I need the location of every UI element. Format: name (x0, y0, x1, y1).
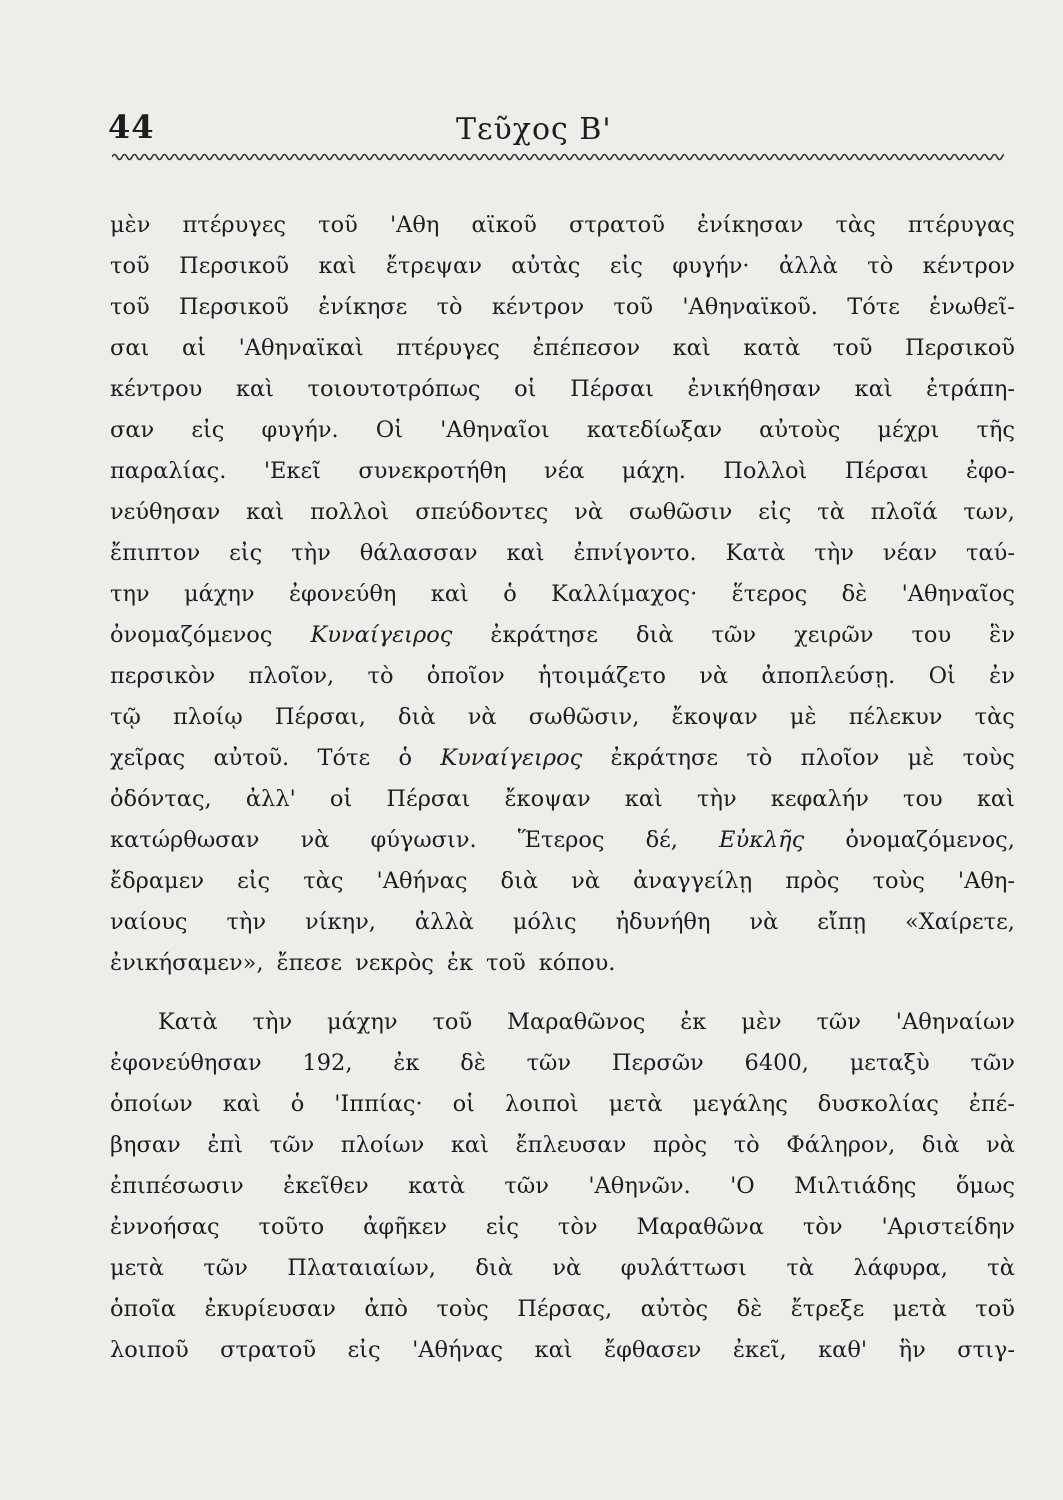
text-line: μετὰ τῶν Πλαταιαίων, διὰ νὰ φυλάττωσι τὰ λάφυρα, τὰ (110, 1255, 1015, 1281)
text-line: ἐνικήσαμεν», ἔπεσε νεκρὸς ἐκ τοῦ κόπου. (110, 950, 616, 976)
text-line: κέντρου καὶ τοιουτοτρόπως οἱ Πέρσαι ἐνικήθησαν καὶ ἐτράπη- (110, 376, 1015, 402)
text-line: την μάχην ἐφονεύθη καὶ ὁ Καλλίμαχος· ἕτερος δὲ 'Αθηναῖος (110, 581, 1015, 607)
running-title: Τεῦχος Β' (456, 112, 612, 147)
text-line: ὁποίων καὶ ὁ 'Ιππίας· οἱ λοιποὶ μετὰ μεγάλης δυσκολίας ἐπέ- (110, 1091, 1015, 1117)
text-line: σαν εἰς φυγήν. Οἱ 'Αθηναῖοι κατεδίωξαν αὐτοὺς μέχρι τῆς (110, 417, 1015, 443)
body-text (110, 205, 1015, 1371)
text-line: παραλίας. 'Εκεῖ συνεκροτήθη νέα μάχη. Πολλοὶ Πέρσαι ἐφο- (110, 458, 1015, 484)
text-line: ἔδραμεν εἰς τὰς 'Αθήνας διὰ νὰ ἀναγγείλῃ πρὸς τοὺς 'Αθη- (110, 868, 1015, 894)
text-line: τοῦ Περσικοῦ καὶ ἔτρεψαν αὐτὰς εἰς φυγήν· ἀλλὰ τὸ κέντρον (110, 253, 1015, 279)
text-line: νεύθησαν καὶ πολλοὶ σπεύδοντες νὰ σωθῶσιν εἰς τὰ πλοῖά των, (110, 499, 1015, 525)
text-line: ὀνομαζόμενος Κυναίγειρος ἐκράτησε διὰ τῶν χειρῶν του ἓν (110, 622, 1015, 648)
text-line: τοῦ Περσικοῦ ἐνίκησε τὸ κέντρον τοῦ 'Αθηναϊκοῦ. Τότε ἑνωθεῖ- (110, 294, 1015, 320)
text-line: μὲν πτέρυγες τοῦ 'Αθη αϊκοῦ στρατοῦ ἐνίκησαν τὰς πτέρυγας (110, 212, 1015, 238)
text-line: ὀδόντας, ἀλλ' οἱ Πέρσαι ἔκοψαν καὶ τὴν κεφαλήν του καὶ (110, 786, 1015, 812)
text-line: λοιποῦ στρατοῦ εἰς 'Αθήνας καὶ ἔφθασεν ἐκεῖ, καθ' ἣν στιγ- (110, 1337, 1015, 1363)
wavy-header-rule (112, 150, 1004, 164)
text-line: ἐφονεύθησαν 192, ἐκ δὲ τῶν Περσῶν 6400, μεταξὺ τῶν (110, 1050, 1015, 1076)
text-line: σαι αἱ 'Αθηναϊκαὶ πτέρυγες ἐπέπεσον καὶ κατὰ τοῦ Περσικοῦ (110, 335, 1015, 361)
paragraph-2 (110, 1002, 1015, 1371)
text-line: περσικὸν πλοῖον, τὸ ὁποῖον ἡτοιμάζετο νὰ ἀποπλεύσῃ. Οἱ ἐν (110, 663, 1015, 689)
text-line: τῷ πλοίῳ Πέρσαι, διὰ νὰ σωθῶσιν, ἔκοψαν μὲ πέλεκυν τὰς (110, 704, 1015, 730)
text-line: βησαν ἐπὶ τῶν πλοίων καὶ ἔπλευσαν πρὸς τὸ Φάληρον, διὰ νὰ (110, 1132, 1015, 1158)
text-line: ναίους τὴν νίκην, ἀλλὰ μόλις ἠδυνήθη νὰ εἴπῃ «Χαίρετε, (110, 909, 1015, 935)
text-line: χεῖρας αὐτοῦ. Τότε ὁ Κυναίγειρος ἐκράτησε τὸ πλοῖον μὲ τοὺς (110, 745, 1015, 771)
text-line: ἐννοήσας τοῦτο ἀφῆκεν εἰς τὸν Μαραθῶνα τὸν 'Αριστείδην (110, 1214, 1015, 1240)
paragraph-1 (110, 205, 1015, 984)
text-line: ἔπιπτον εἰς τὴν θάλασσαν καὶ ἐπνίγοντο. Κατὰ τὴν νέαν ταύ- (110, 540, 1015, 566)
text-line: ὁποῖα ἐκυρίευσαν ἀπὸ τοὺς Πέρσας, αὐτὸς δὲ ἔτρεξε μετὰ τοῦ (110, 1296, 1015, 1322)
page-number: 44 (108, 108, 155, 146)
text-line: κατώρθωσαν νὰ φύγωσιν. Ἕτερος δέ, Εὐκλῆς ὀνομαζόμενος, (110, 827, 1015, 853)
text-line: ἐπιπέσωσιν ἐκεῖθεν κατὰ τῶν 'Αθηνῶν. 'Ο Μιλτιάδης ὅμως (110, 1173, 1015, 1199)
text-line: Κατὰ τὴν μάχην τοῦ Μαραθῶνος ἐκ μὲν τῶν 'Αθηναίων (158, 1009, 1015, 1035)
